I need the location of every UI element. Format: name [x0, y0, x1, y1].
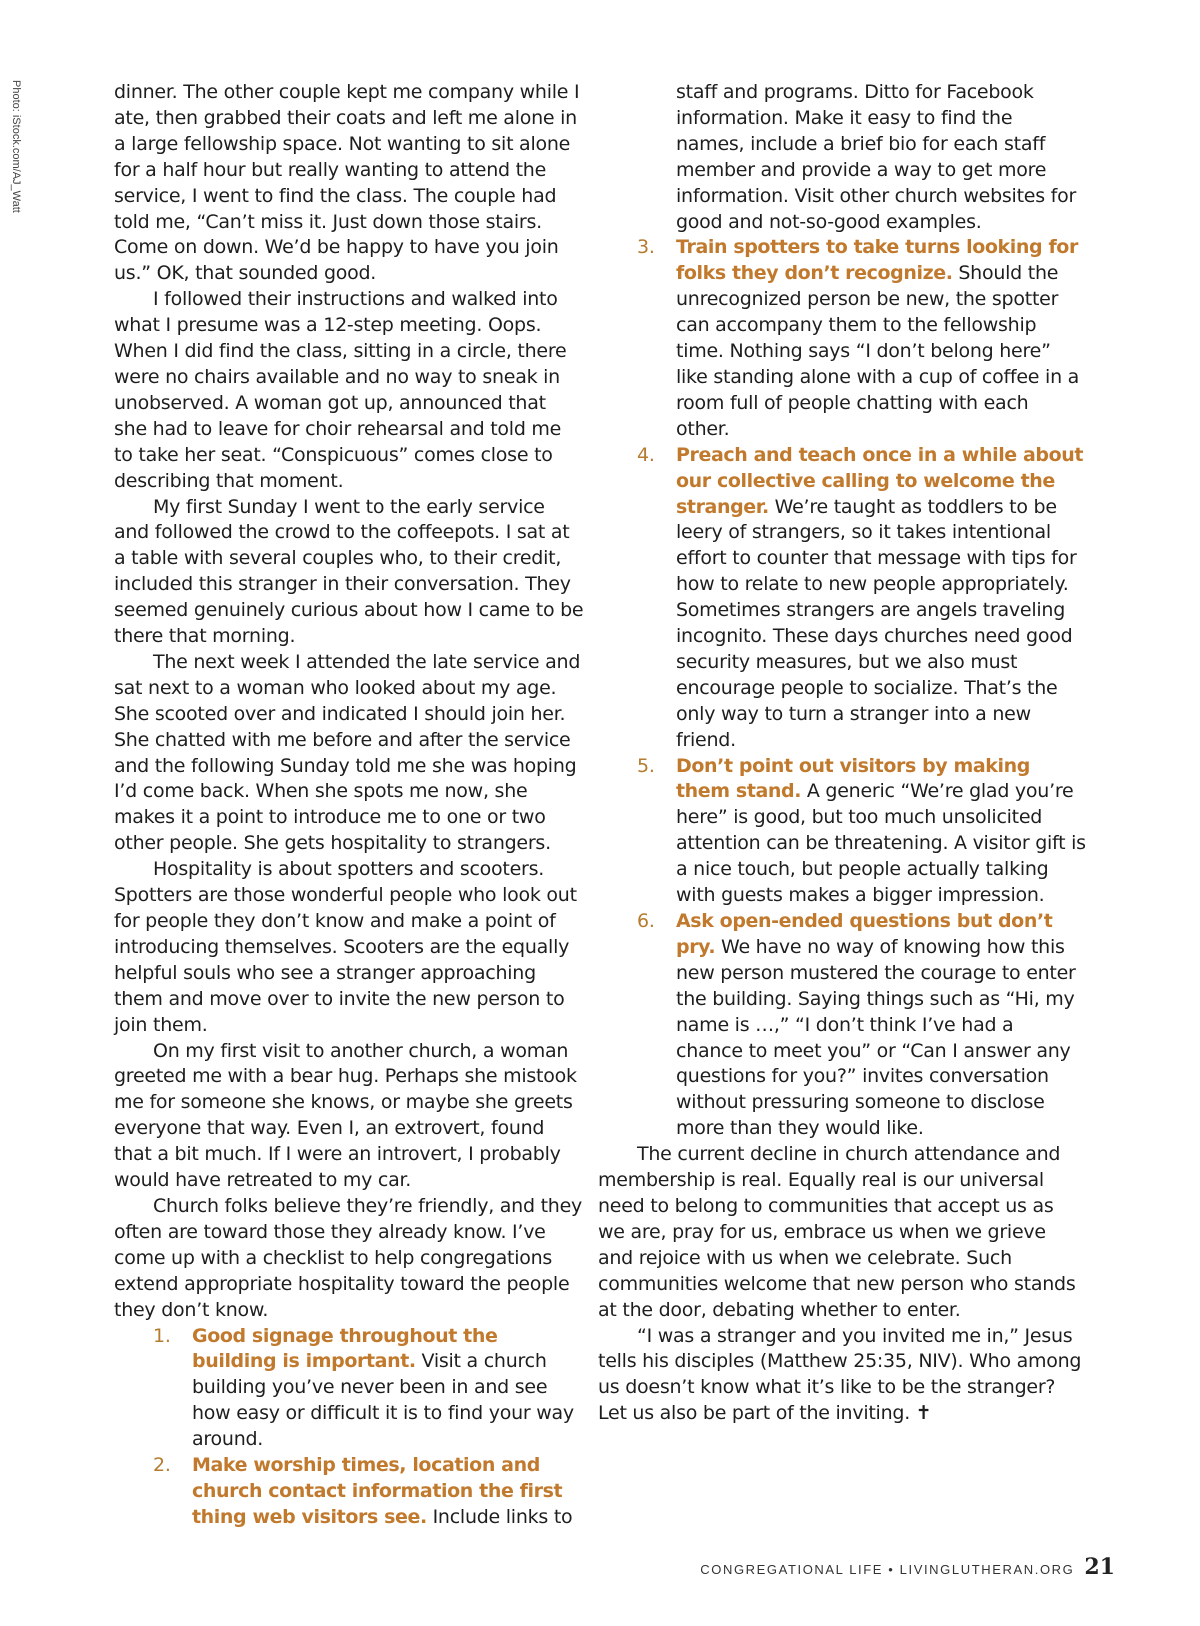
paragraph: I followed their instructions and walked into what I presume was a 12-step meeting. Oops. When I did find the class, sitting in a circle, there were no chairs available and no way to sneak in unobserved. A woman got up, announced that she had to leave for choir rehearsal and told me to take her seat. “Conspicuous” comes close to describing that moment. — [114, 288, 567, 492]
closing-text: “I was a stranger and you invited me in,” Jesus tells his disciples (Matthew 25:35, NIV). Who among us doesn’t know what it’s like to be the stranger? Let us also be part of the inviting. — [598, 1324, 1082, 1425]
item-number: 4. — [637, 443, 655, 466]
paragraph: The next week I attended the late service and sat next to a woman who looked about my age. She scooted over and indicated I should join her. She chatted with me before and after the service and the following Sunday told me she was hoping I’d come back. When she spots me now, she makes it a point to introduce me to one or two other people. She gets hospitality to strangers. — [114, 650, 581, 855]
item-body: A generic “We’re glad you’re here” is good, but too much unsolicited attention can be threatening. A visitor gift is a nice touch, but people actually talking with guests makes a bigger impression. — [676, 780, 1086, 907]
item-heading: Train spotters to take turns looking for folks they don’t recognize. — [676, 236, 1078, 285]
paragraph: dinner. The other couple kept me company while I ate, then grabbed their coats and left me alone in a large fellowship space. Not wanting to sit alone for a half hour but really wanting to attend the service, I went to find the class. The couple had told me, “Can’t miss it. Just down those stairs. Come on down. We’d be happy to have you join us.” OK, that sounded good. — [114, 81, 580, 285]
checklist-item — [598, 443, 1086, 754]
paragraph: Church folks believe they’re friendly, and they often are toward those they already know. I’ve come up with a checklist to help congregations extend appropriate hospitality toward the people they don’t know. — [114, 1194, 582, 1321]
item-number: 5. — [637, 754, 655, 777]
checklist-item — [598, 235, 1086, 442]
checklist — [598, 235, 1086, 1142]
item-body: Visit a church building you’ve never been in and see how easy or difficult it is to find your way around. — [192, 1350, 574, 1451]
paragraph-continued: staff and programs. Ditto for Facebook information. Make it easy to find the names, include a brief bio for each staff member and provide a way to get more information. Visit other church websites for good and not-so-good examples. — [676, 81, 1077, 233]
paragraph — [598, 1324, 1086, 1428]
right-column — [598, 80, 1086, 1427]
item-body: We’re taught as toddlers to be leery of strangers, so it takes intentional effort to counter that message with tips for how to relate to new people appropriately. Sometimes strangers are angels traveling incognito. These days churches need good security measures, but we also must encourage people to socialize. That’s the only way to turn a stranger into a new friend. — [676, 495, 1077, 751]
checklist-item — [598, 909, 1086, 1142]
item-heading: Ask open-ended questions but don’t pry. — [676, 910, 1053, 958]
item-number: 2. — [153, 1454, 171, 1477]
left-column — [114, 80, 584, 1531]
item-body: Should the unrecognized person be new, the spotter can accompany them to the fellowship time. Nothing says “I don’t belong here” like standing alone with a cup of coffee in a room full of people chatting with each other. — [676, 262, 1080, 440]
checklist-item — [114, 1324, 584, 1454]
paragraph: My first Sunday I went to the early service and followed the crowd to the coffeepots. I sat at a table with several couples who, to their credit, included this stranger in their conversation. They seemed genuinely curious about how I came to be there that morning. — [114, 495, 584, 648]
item-body: We have no way of knowing how this new person mustered the courage to enter the building. Saying things such as “Hi, my name is …,” “I don’t think I’ve had a chance to meet you” or “Can I answer any questions for you?” invites conversation without pressuring someone to disclose more than they would like. — [676, 935, 1076, 1140]
paragraph: On my first visit to another church, a woman greeted me with a bear hug. Perhaps she mistook me for someone she knows, or maybe she greets everyone that way. Even I, an extrovert, found that a bit much. If I were an introvert, I probably would have retreated to my car. — [114, 1039, 577, 1192]
item-heading: Don’t point out visitors by making them stand. — [676, 754, 1030, 803]
checklist-item — [598, 754, 1086, 909]
item-number: 1. — [153, 1324, 171, 1347]
cross-icon: ✝ — [915, 1402, 932, 1425]
item-heading: Preach and teach once in a while about our collective calling to welcome the stranger. — [676, 443, 1084, 518]
paragraph: Hospitality is about spotters and scooters. Spotters are those wonderful people who look out for people they don’t know and make a point of introducing themselves. Scooters are the equally helpful souls who see a stranger approaching them and move over to invite the new person to join them. — [114, 858, 577, 1036]
paragraph: The current decline in church attendance and membership is real. Equally real is our universal need to belong to communities that accept us as we are, pray for us, embrace us when we grieve and rejoice with us when we celebrate. Such communities welcome that new person who stands at the door, debating whether to enter. — [598, 1143, 1076, 1321]
checklist — [114, 1324, 584, 1531]
item-heading: Good signage throughout the building is important. — [192, 1324, 498, 1373]
item-number: 3. — [637, 236, 655, 259]
checklist-item — [114, 1453, 584, 1531]
item-number: 6. — [637, 910, 655, 932]
photo-credit: Photo: iStock.com/AJ_Watt — [10, 80, 22, 213]
item-heading: Make worship times, location and church contact information the first thing web visitors see. — [192, 1454, 563, 1528]
page-number: 21 — [1084, 1554, 1115, 1580]
footer-section-label: CONGREGATIONAL LIFE • LIVINGLUTHERAN.ORG — [700, 1562, 1075, 1577]
page-footer — [700, 1554, 1115, 1580]
item-body: Include links to — [426, 1505, 573, 1528]
